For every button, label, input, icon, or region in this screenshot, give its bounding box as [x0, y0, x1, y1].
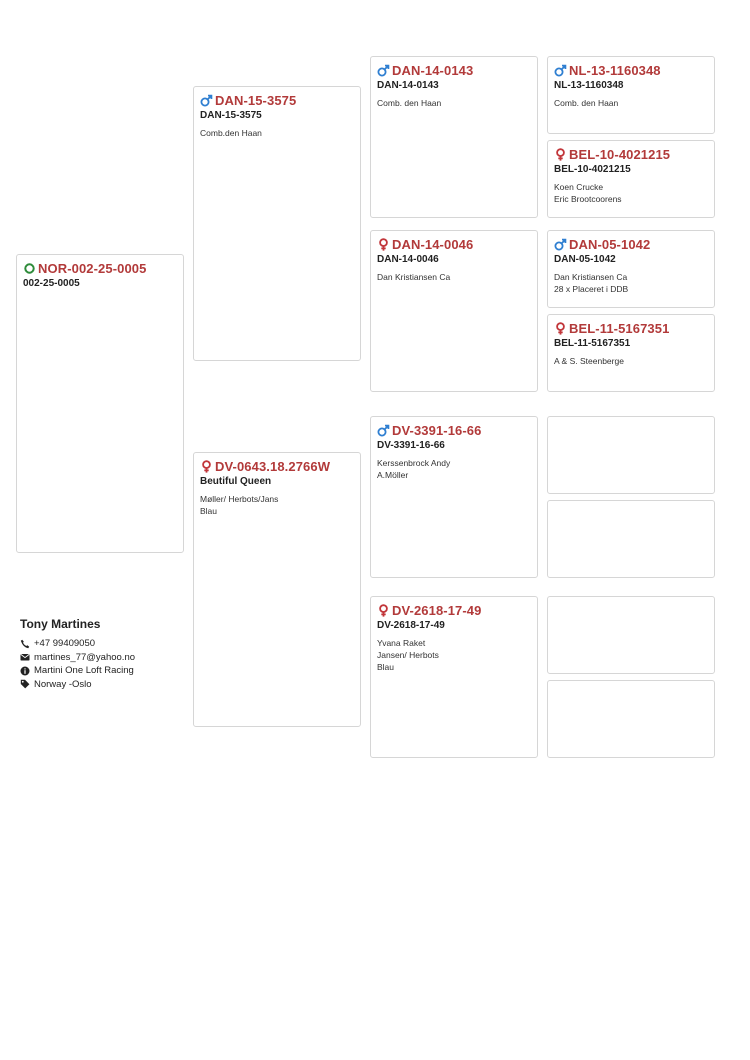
male-icon	[377, 424, 390, 437]
bird-name: Beutiful Queen	[200, 476, 272, 487]
ring-number: DV-3391-16-66	[392, 423, 482, 438]
note-line: Eric Brootcoorens	[554, 194, 622, 204]
envelope-icon	[20, 652, 30, 662]
pedigree-card-sss[interactable]	[547, 56, 715, 134]
bird-name: DV-2618-17-49	[377, 620, 445, 631]
pedigree-card-empty[interactable]	[547, 680, 715, 758]
ring-number: NOR-002-25-0005	[38, 261, 147, 276]
note-line: Jansen/ Herbots	[377, 650, 439, 660]
owner-info: Martini One Loft Racing	[34, 665, 134, 677]
female-icon	[200, 460, 213, 473]
pedigree-card-subject[interactable]	[16, 254, 184, 553]
bird-name: BEL-10-4021215	[554, 164, 631, 175]
circle-icon	[23, 262, 36, 275]
note-line: Koen Crucke	[554, 182, 604, 192]
owner-name: Tony Martines	[20, 617, 101, 631]
ring-number: BEL-11-5167351	[569, 321, 670, 336]
bird-name: DAN-15-3575	[200, 110, 262, 121]
note-line: A.Möller	[377, 470, 409, 480]
male-icon	[377, 64, 390, 77]
owner-phone-row[interactable]	[20, 637, 135, 651]
info-icon	[20, 666, 30, 676]
ring-number: DAN-05-1042	[569, 237, 651, 252]
pedigree-card-sdd[interactable]	[547, 314, 715, 392]
pedigree-card-dam-sire[interactable]	[370, 416, 538, 578]
pedigree-card-sire-dam[interactable]	[370, 230, 538, 392]
owner-email: martines_77@yahoo.no	[34, 651, 136, 663]
note-line: Dan Kristiansen Ca	[554, 272, 628, 282]
pedigree-card-empty[interactable]	[547, 416, 715, 494]
pedigree-card-dam[interactable]	[193, 452, 361, 727]
owner-email-row[interactable]	[20, 651, 135, 665]
note-line: Dan Kristiansen Ca	[377, 272, 451, 282]
female-icon	[554, 322, 567, 335]
bird-name: DV-3391-16-66	[377, 440, 445, 451]
male-icon	[200, 94, 213, 107]
owner-location: Norway -Oslo	[34, 678, 92, 690]
pedigree-card-sds[interactable]	[547, 230, 715, 308]
note-line: Møller/ Herbots/Jans	[200, 494, 279, 504]
tag-icon	[20, 679, 30, 689]
female-icon	[554, 148, 567, 161]
owner-phone: +47 99409050	[34, 638, 96, 650]
ring-number: DV-2618-17-49	[392, 603, 482, 618]
pedigree-card-ssd[interactable]	[547, 140, 715, 218]
male-icon	[554, 238, 567, 251]
ring-number: BEL-10-4021215	[569, 147, 671, 162]
bird-name: BEL-11-5167351	[554, 338, 631, 349]
bird-name: DAN-14-0143	[377, 80, 439, 91]
ring-number: DAN-14-0046	[392, 237, 474, 252]
female-icon	[377, 604, 390, 617]
bird-name: NL-13-1160348	[554, 80, 624, 91]
note-line: Comb. den Haan	[554, 98, 619, 108]
bird-name: DAN-14-0046	[377, 254, 439, 265]
note-line: Comb. den Haan	[377, 98, 442, 108]
note-line: Kerssenbrock Andy	[377, 458, 451, 468]
note-line: Blau	[200, 506, 218, 516]
pedigree-card-sire-sire[interactable]	[370, 56, 538, 218]
ring-number: DAN-14-0143	[392, 63, 474, 78]
ring-number: DV-0643.18.2766W	[215, 459, 331, 474]
female-icon	[377, 238, 390, 251]
bird-name: DAN-05-1042	[554, 254, 616, 265]
male-icon	[554, 64, 567, 77]
ring-number: DAN-15-3575	[215, 93, 297, 108]
note-line: A & S. Steenberge	[554, 356, 624, 366]
pedigree-card-empty[interactable]	[547, 596, 715, 674]
note-line: Yvana Raket	[377, 638, 426, 648]
owner-info-row	[20, 664, 135, 678]
note-line: 28 x Placeret i DDB	[554, 284, 629, 294]
owner-contact	[20, 617, 135, 691]
ring-number: NL-13-1160348	[569, 63, 661, 78]
phone-icon	[20, 639, 30, 649]
owner-location-row	[20, 678, 135, 692]
bird-name: 002-25-0005	[23, 278, 80, 289]
pedigree-card-sire[interactable]	[193, 86, 361, 361]
pedigree-card-empty[interactable]	[547, 500, 715, 578]
note-line: Comb.den Haan	[200, 128, 262, 138]
pedigree-card-dam-dam[interactable]	[370, 596, 538, 758]
note-line: Blau	[377, 662, 395, 672]
